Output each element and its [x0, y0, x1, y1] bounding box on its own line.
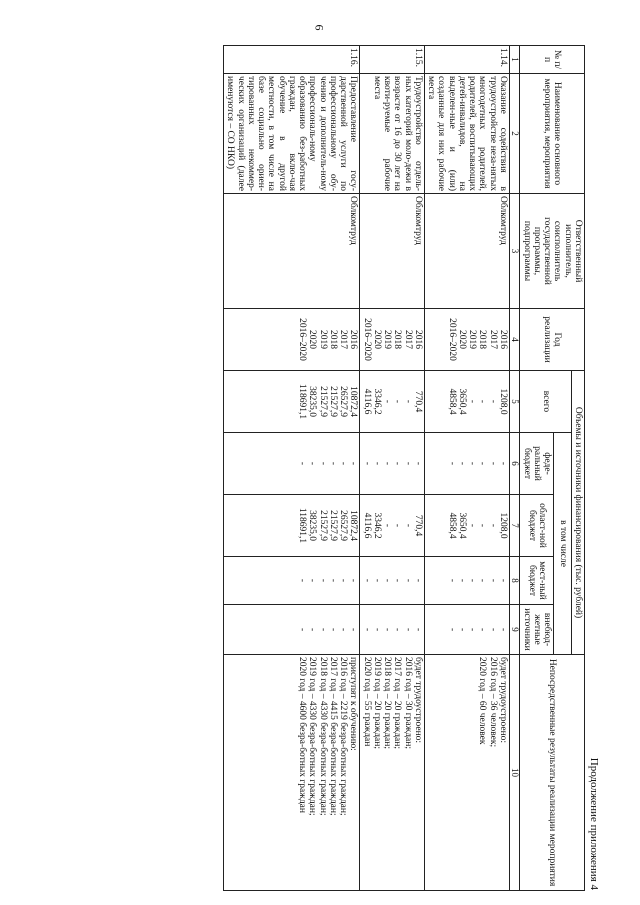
- measure-name: Предоставление госу-дарственной услуги по профессиональному обу-чению и дополнитель-ному профессиональ-ному образованию без-работных граждан, вклю-чая обучение в другой местности, в том числе на базе социально ориен-тированных некоммер-ческих организаций (далее именуются – СО НКО): [224, 74, 360, 194]
- year-cell: 2017: [338, 330, 349, 349]
- total-cell: 118691,1: [297, 383, 308, 420]
- extra-cell: -: [348, 627, 359, 632]
- regional-column: [424, 495, 509, 557]
- years-column: [424, 309, 509, 371]
- local-cell: -: [348, 578, 359, 583]
- local-cell: -: [327, 578, 338, 583]
- header-in-that: в том числе: [554, 433, 572, 655]
- federal-cell: -: [338, 461, 349, 466]
- year-cell: 2016: [497, 330, 508, 349]
- executor: Облкомтруд: [360, 194, 425, 309]
- result-line: приступят к обучению:: [348, 657, 359, 751]
- year-cell: 2019: [317, 330, 328, 349]
- federal-column: [224, 433, 360, 495]
- extra-cell: -: [297, 627, 308, 632]
- federal-cell: -: [412, 461, 423, 466]
- federal-cell: -: [446, 461, 457, 466]
- col-number: 3: [509, 194, 520, 309]
- result-column: [360, 655, 425, 891]
- result-line: 2016 год – 2219 безра-ботных граждан;: [338, 657, 349, 816]
- year-cell: 2016–2020: [446, 318, 457, 361]
- total-column: [360, 371, 425, 433]
- measure-name: Трудоустройство отдель-ных категорий моло-дежи в возрасте от 16 до 30 лет на квоти-руемые рабочие места: [360, 74, 425, 194]
- header-result: Непосредственные результаты реализации мероприятия: [520, 655, 585, 891]
- col-number: 8: [509, 557, 520, 605]
- total-column: [424, 371, 509, 433]
- total-cell: 38235,0: [307, 386, 318, 417]
- federal-cell: -: [392, 461, 403, 466]
- row-number: 1.15.: [360, 46, 425, 74]
- year-cell: 2016: [412, 330, 423, 349]
- col-number: 4: [509, 309, 520, 371]
- col-number: 6: [509, 433, 520, 495]
- federal-cell: -: [487, 461, 498, 466]
- measures-table: [223, 45, 585, 891]
- year-cell: 2016–2020: [297, 318, 308, 361]
- result-line: 2020 год – 55 граждан: [361, 657, 372, 747]
- regional-cell: 770,4: [412, 514, 423, 537]
- result-line: 2018 год – 20 граждан;: [382, 657, 393, 749]
- extra-cell: -: [456, 627, 467, 632]
- result-line: 2018 год – 4330 безра-ботных граждан;: [317, 657, 328, 816]
- local-cell: -: [402, 578, 413, 583]
- regional-cell: -: [402, 523, 413, 528]
- year-cell: 2019: [382, 330, 393, 349]
- regional-cell: -: [382, 523, 393, 528]
- col-number: 1: [509, 46, 520, 74]
- table-row: [360, 46, 425, 891]
- col-number: 10: [509, 655, 520, 891]
- extra-cell: -: [307, 627, 318, 632]
- total-cell: 21527,9: [317, 386, 328, 417]
- total-cell: 21527,9: [327, 386, 338, 417]
- executor: Облкомтруд: [224, 194, 360, 309]
- year-cell: 2019: [467, 330, 478, 349]
- header-local: мест-ный бюджет: [520, 557, 554, 605]
- total-column: [224, 371, 360, 433]
- local-cell: -: [497, 578, 508, 583]
- extra-column: [224, 605, 360, 655]
- total-cell: 4116,6: [361, 388, 372, 415]
- continuation-title: Продолжение приложения 4: [588, 757, 600, 890]
- federal-cell: -: [382, 461, 393, 466]
- regional-column: [360, 495, 425, 557]
- regional-cell: 4116,6: [361, 512, 372, 539]
- regional-cell: -: [477, 523, 488, 528]
- regional-cell: 38235,0: [307, 510, 318, 541]
- year-cell: 2020: [371, 330, 382, 349]
- local-cell: -: [297, 578, 308, 583]
- local-column: [224, 557, 360, 605]
- local-cell: -: [392, 578, 403, 583]
- header-num: № п/п: [520, 46, 585, 74]
- year-cell: 2017: [402, 330, 413, 349]
- header-total: всего: [520, 371, 571, 433]
- local-column: [360, 557, 425, 605]
- year-cell: 2018: [327, 330, 338, 349]
- federal-cell: -: [467, 461, 478, 466]
- local-cell: -: [307, 578, 318, 583]
- federal-cell: -: [317, 461, 328, 466]
- extra-cell: -: [361, 627, 372, 632]
- extra-cell: -: [487, 627, 498, 632]
- table-row: [424, 46, 509, 891]
- header-name: Наименование основного мероприятия, мероприятия: [520, 74, 585, 194]
- col-number: 7: [509, 495, 520, 557]
- result-line: 2020 год – 4600 безра-ботных граждан: [297, 657, 308, 813]
- result-line: 2019 год – 4330 безра-ботных граждан;: [307, 657, 318, 816]
- federal-column: [360, 433, 425, 495]
- result-line: 2019 год – 20 граждан;: [371, 657, 382, 749]
- header-year: Год реализации: [520, 309, 585, 371]
- federal-cell: -: [361, 461, 372, 466]
- result-line: 2016 год – 36 человек;: [487, 657, 498, 748]
- extra-cell: -: [412, 627, 423, 632]
- extra-cell: -: [446, 627, 457, 632]
- federal-cell: -: [497, 461, 508, 466]
- extra-cell: -: [338, 627, 349, 632]
- federal-cell: -: [371, 461, 382, 466]
- regional-cell: -: [392, 523, 403, 528]
- federal-column: [424, 433, 509, 495]
- extra-cell: -: [317, 627, 328, 632]
- total-cell: 3346,2: [371, 388, 382, 415]
- local-column: [424, 557, 509, 605]
- year-cell: 2017: [487, 330, 498, 349]
- regional-cell: 26527,9: [338, 510, 349, 541]
- regional-cell: -: [467, 523, 478, 528]
- header-funding: Объемы и источники финансирования (тыс. рублей): [571, 371, 584, 655]
- header-federal: феде-ральный бюджет: [520, 433, 554, 495]
- year-cell: 2020: [307, 330, 318, 349]
- col-number: 9: [509, 605, 520, 655]
- year-cell: 2018: [477, 330, 488, 349]
- measure-name: Оказание содействия в трудоустройстве неза-нятых многодетных родителей, родителей, воспитывающих детей-инвалидов, на выделен-ные и (или) созданные для них рабочие места: [424, 74, 509, 194]
- regional-cell: 4858,4: [446, 512, 457, 539]
- extra-cell: -: [382, 627, 393, 632]
- rotated-page: [40, 45, 600, 890]
- local-cell: -: [412, 578, 423, 583]
- regional-cell: 21527,9: [317, 510, 328, 541]
- extra-cell: -: [497, 627, 508, 632]
- header-extra: внебюд-жетные источники: [520, 605, 554, 655]
- federal-cell: -: [477, 461, 488, 466]
- total-cell: 26527,9: [338, 386, 349, 417]
- extra-column: [424, 605, 509, 655]
- col-number: 2: [509, 74, 520, 194]
- years-column: [360, 309, 425, 371]
- regional-column: [224, 495, 360, 557]
- result-line: 2017 год – 20 граждан;: [392, 657, 403, 749]
- executor: Облкомтруд: [424, 194, 509, 309]
- extra-cell: -: [477, 627, 488, 632]
- local-cell: -: [317, 578, 328, 583]
- result-column: [224, 655, 360, 891]
- extra-cell: -: [467, 627, 478, 632]
- local-cell: -: [338, 578, 349, 583]
- row-number: 1.16.: [224, 46, 360, 74]
- regional-cell: 3650,4: [456, 512, 467, 539]
- federal-cell: -: [348, 461, 359, 466]
- table-row: [224, 46, 360, 891]
- extra-cell: -: [327, 627, 338, 632]
- result-line: 2017 год – 4415 безра-ботных граждан;: [327, 657, 338, 816]
- extra-cell: -: [402, 627, 413, 632]
- year-cell: 2018: [392, 330, 403, 349]
- local-cell: -: [371, 578, 382, 583]
- header-executor: Ответственный исполнитель, соисполнитель государственной программы, подпрограммы: [520, 194, 585, 309]
- regional-cell: 1208,0: [497, 512, 508, 539]
- local-cell: -: [446, 578, 457, 583]
- local-cell: -: [361, 578, 372, 583]
- total-cell: -: [487, 399, 498, 404]
- local-cell: -: [382, 578, 393, 583]
- page-number: 6: [312, 24, 327, 31]
- local-cell: -: [467, 578, 478, 583]
- header-regional: област-ной бюджет: [520, 495, 554, 557]
- total-cell: -: [477, 399, 488, 404]
- col-number: 5: [509, 371, 520, 433]
- local-cell: -: [487, 578, 498, 583]
- total-cell: 770,4: [412, 390, 423, 413]
- regional-cell: 118691,1: [297, 507, 308, 544]
- total-cell: 10872,4: [348, 386, 359, 417]
- federal-cell: -: [307, 461, 318, 466]
- year-cell: 2016–2020: [361, 318, 372, 361]
- regional-cell: 21527,9: [327, 510, 338, 541]
- total-cell: 3650,4: [456, 388, 467, 415]
- extra-cell: -: [392, 627, 403, 632]
- total-cell: -: [402, 399, 413, 404]
- federal-cell: -: [297, 461, 308, 466]
- federal-cell: -: [402, 461, 413, 466]
- total-cell: -: [392, 399, 403, 404]
- result-line: 2020 год – 60 человек: [477, 657, 488, 745]
- years-column: [224, 309, 360, 371]
- year-cell: 2020: [456, 330, 467, 349]
- federal-cell: -: [456, 461, 467, 466]
- local-cell: -: [456, 578, 467, 583]
- extra-cell: -: [371, 627, 382, 632]
- total-cell: 1208,0: [497, 388, 508, 415]
- row-number: 1.14.: [424, 46, 509, 74]
- extra-column: [360, 605, 425, 655]
- regional-cell: -: [487, 523, 498, 528]
- regional-cell: 10872,4: [348, 510, 359, 541]
- total-cell: -: [467, 399, 478, 404]
- federal-cell: -: [327, 461, 338, 466]
- result-column: [424, 655, 509, 891]
- result-line: будет трудоустроено:: [497, 657, 508, 744]
- result-line: будет трудоустроено:: [412, 657, 423, 744]
- result-line: 2016 год – 30 граждан;: [402, 657, 413, 749]
- total-cell: 4858,4: [446, 388, 457, 415]
- total-cell: -: [382, 399, 393, 404]
- year-cell: 2016: [348, 330, 359, 349]
- regional-cell: 3346,2: [371, 512, 382, 539]
- local-cell: -: [477, 578, 488, 583]
